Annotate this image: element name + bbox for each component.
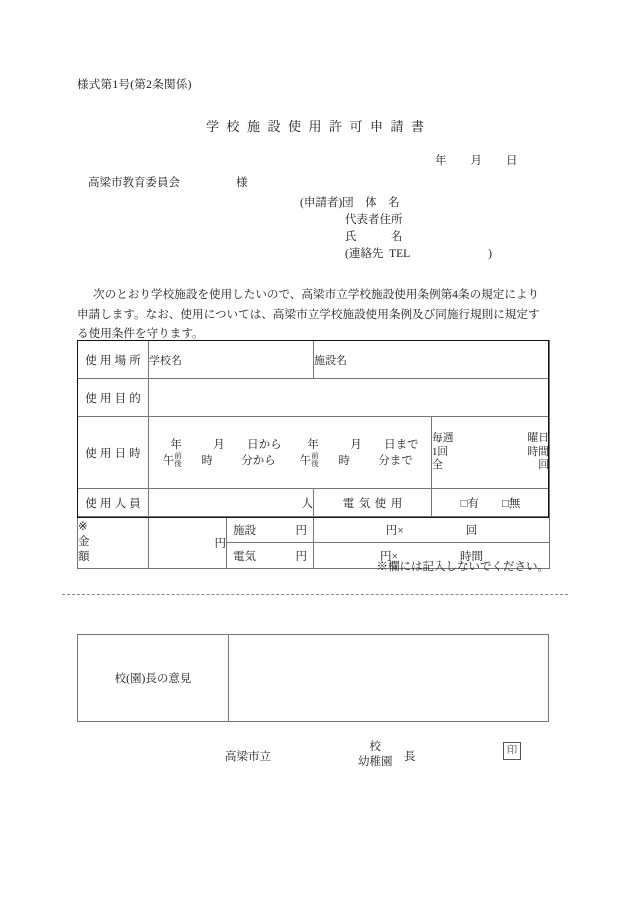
time-from-am: 前 — [174, 451, 182, 461]
field-facility-name[interactable] — [314, 341, 550, 379]
signature-school-type — [358, 740, 393, 770]
frequency-weekly-label: 毎週 — [432, 432, 454, 445]
applicant-address-label: 代表者住所 — [345, 214, 403, 226]
field-frequency[interactable] — [432, 417, 550, 489]
date-month-label: 月 — [470, 155, 482, 167]
table-row-place — [78, 341, 550, 379]
signature-line — [77, 740, 549, 774]
label-purpose — [78, 379, 149, 417]
amount-electricity-calc-unit: 時間 — [460, 550, 483, 563]
date-from-year: 年 — [170, 438, 182, 451]
body-line-1 — [77, 285, 549, 305]
addressee-honorific: 様 — [236, 177, 248, 189]
contact-close-paren: ) — [488, 248, 493, 260]
signature-school-label: 校 — [369, 741, 381, 753]
form-note: ※欄には記入しないでください。 — [376, 561, 549, 573]
applicant-prefix: (申請者) — [300, 197, 343, 209]
table-row-amount-facility — [78, 517, 550, 543]
time-range-line — [149, 452, 431, 470]
table-row-people — [78, 489, 550, 517]
time-from-hour: 時 — [201, 455, 214, 468]
amount-facility-label: 施設 — [233, 524, 256, 537]
applicant-name-label: 氏 名 — [345, 231, 403, 243]
checkbox-electricity-no[interactable]: □無 — [501, 497, 521, 510]
amount-facility-item — [227, 522, 313, 538]
time-to-go: 午 — [299, 454, 312, 467]
amount-facility-calc: 円× — [385, 524, 404, 537]
date-year-label: 年 — [435, 155, 447, 167]
amount-electricity-calc: 円× — [380, 550, 398, 563]
date-day-label: 日 — [506, 155, 518, 167]
time-from-minute: 分から — [241, 455, 276, 468]
field-amount-facility[interactable] — [227, 517, 314, 543]
addressee-line — [88, 174, 248, 190]
signature-kindergarten-label: 幼稚園 — [358, 756, 393, 768]
applicant-organization-label: 団 体 名 — [342, 197, 400, 209]
date-to-month: 月 — [350, 438, 362, 451]
applicant-name-row — [300, 229, 492, 246]
body-line-1-text: 次のとおり学校施設を使用したいので、高梁市立学校施設使用条例第4条の規定により — [93, 288, 540, 301]
body-line-2: 申請します。なお、使用については、高梁市立学校施設使用条例及び同施行規則に規定す — [77, 307, 540, 321]
application-table — [77, 340, 550, 569]
field-datetime-range[interactable] — [149, 417, 432, 489]
label-principal-opinion-text: 校(園)長の意見 — [114, 673, 192, 685]
checkbox-electricity-yes[interactable]: □有 — [460, 497, 480, 510]
time-to-minute: 分まで — [378, 455, 413, 468]
applicant-block — [300, 195, 492, 263]
school-name-label: 学校名 — [149, 354, 182, 367]
label-amount-mark: ※ — [78, 521, 88, 533]
frequency-row-2 — [432, 446, 549, 460]
field-electricity-choice[interactable] — [432, 489, 550, 517]
people-unit-label: 人 — [301, 497, 313, 510]
label-electricity-use — [314, 489, 432, 517]
contact-tel-label: TEL — [389, 248, 411, 260]
frequency-total-label: 全 — [432, 459, 443, 472]
label-electricity-use-text: 電気使用 — [342, 497, 407, 510]
cut-line-divider — [62, 594, 568, 595]
label-datetime-text: 使用日時 — [85, 447, 144, 460]
time-from-ampm — [153, 452, 188, 470]
contact-open-paren: (連絡先 — [345, 248, 384, 260]
date-to-year: 年 — [307, 438, 319, 451]
label-datetime — [78, 417, 149, 489]
label-amount-text: 金 額 — [78, 536, 155, 563]
time-from-pm: 後 — [174, 459, 182, 469]
signature-city: 高梁市立 — [225, 751, 271, 763]
label-principal-opinion — [78, 635, 229, 722]
time-from-ampm-stack — [174, 452, 182, 469]
time-from-go: 午 — [162, 454, 175, 467]
frequency-count-label: 1回 — [432, 445, 449, 458]
time-to-ampm-stack — [311, 452, 319, 469]
table-row-opinion — [78, 635, 549, 722]
field-school-name[interactable] — [149, 341, 314, 379]
amount-electricity-unit: 円 — [295, 550, 307, 563]
time-to-pm: 後 — [311, 459, 319, 469]
date-from-day: 日から — [247, 438, 282, 451]
addressee-name: 高梁市教育委員会 — [88, 177, 180, 189]
frequency-row-1 — [432, 432, 549, 446]
page-title: 学校施設使用許可申請書 — [205, 119, 432, 134]
facility-name-label: 施設名 — [314, 354, 347, 367]
applicant-contact-row — [300, 246, 492, 263]
applicant-address-row — [300, 212, 492, 229]
date-from-month: 月 — [213, 438, 225, 451]
amount-total-unit: 円 — [214, 537, 226, 550]
time-to-hour: 時 — [338, 455, 351, 468]
field-purpose[interactable] — [149, 379, 550, 417]
amount-facility-unit: 円 — [295, 524, 307, 537]
principal-opinion-table — [77, 634, 549, 722]
body-paragraph — [77, 285, 549, 344]
field-amount-facility-calc[interactable] — [314, 517, 550, 543]
frequency-total-unit: 回 — [538, 459, 549, 472]
frequency-weekday-label: 曜日 — [527, 432, 549, 445]
applicant-organization-row — [300, 195, 492, 212]
table-row-datetime — [78, 417, 550, 489]
label-people — [78, 489, 149, 517]
label-place-text: 使用場所 — [85, 354, 144, 367]
date-range-line — [149, 436, 431, 452]
body-line-3: る使用条件を守ります。 — [77, 327, 204, 340]
amount-facility-calc-unit: 回 — [465, 524, 478, 537]
time-to-ampm — [290, 452, 325, 470]
amount-electricity-label: 電気 — [233, 550, 256, 563]
frequency-row-3 — [432, 459, 549, 473]
label-place — [78, 341, 149, 379]
field-principal-opinion[interactable] — [229, 635, 549, 722]
frequency-hours-label: 時間 — [527, 445, 549, 458]
seal-box[interactable]: 印 — [503, 742, 521, 760]
label-people-text: 使用人員 — [85, 497, 144, 510]
table-row-purpose — [78, 379, 550, 417]
label-purpose-text: 使用目的 — [85, 392, 144, 405]
date-to-day: 日まで — [384, 438, 419, 451]
time-to-am: 前 — [311, 451, 319, 461]
signature-title-suffix: 長 — [404, 751, 416, 763]
form-code: 様式第1号(第2条関係) — [77, 79, 192, 91]
field-people-count[interactable] — [149, 489, 314, 517]
